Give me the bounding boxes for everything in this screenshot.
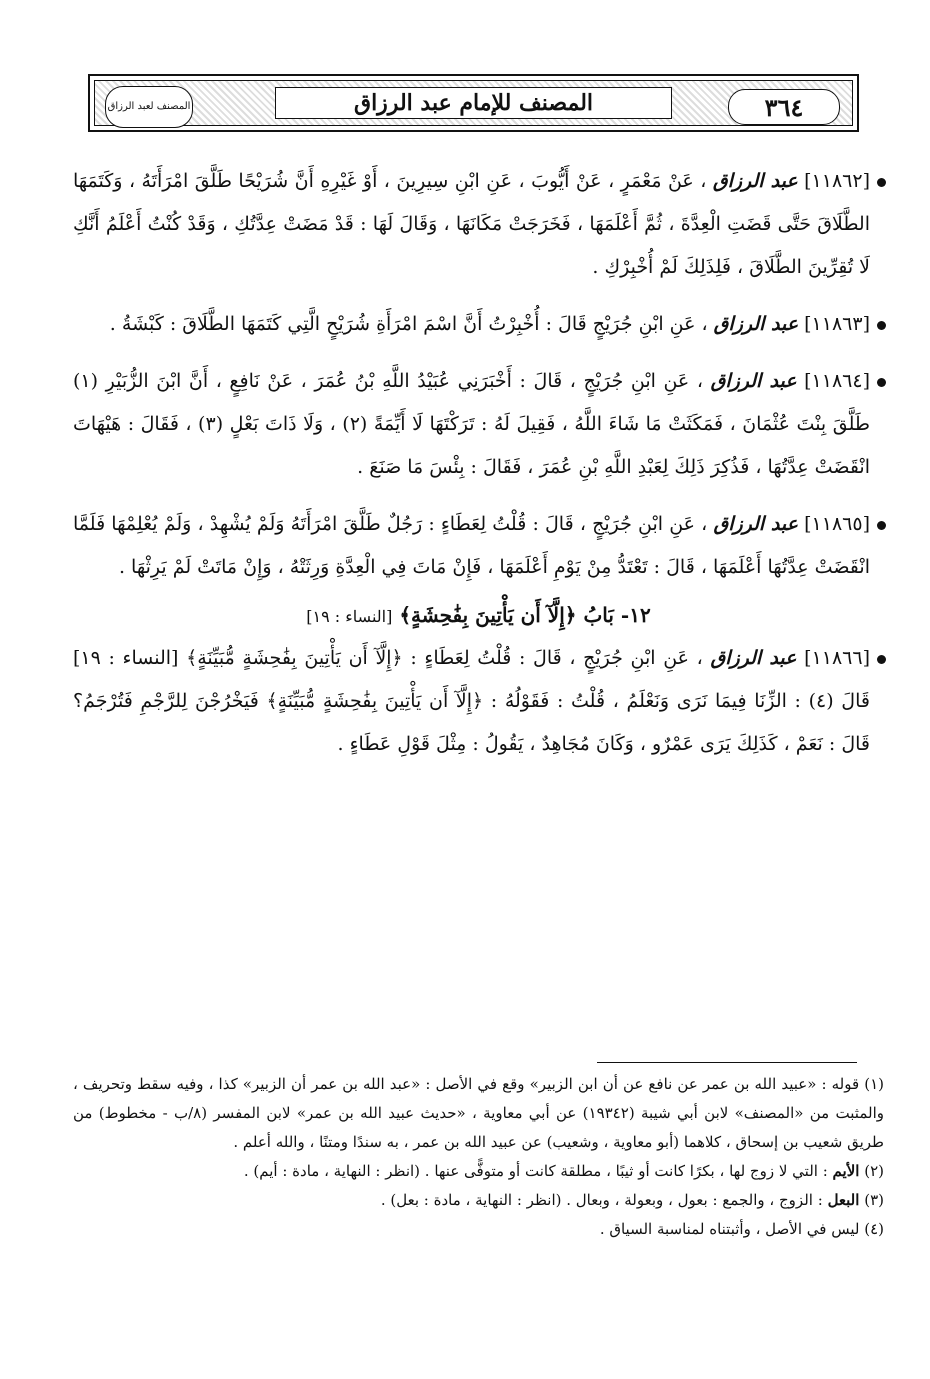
hadith-author: عبد الرزاق — [713, 313, 799, 335]
chapter-title: ١٢- بَابُ ﴿إِلَّآ أَن يَأْتِينَ بِفَٰحِشَةٍ﴾ — [399, 603, 651, 627]
hadith-number: [١١٨٦٥] — [804, 513, 870, 535]
chapter-heading — [73, 603, 884, 627]
page-number: ٣٦٤ — [728, 89, 840, 125]
footnote-text: قوله : «عبيد الله بن عمر عن نافع عن أن ابن الزبير» وقع في الأصل : «عبد الله بن عمر أن الزبير» كذا ، وفيه سقط وتحريف ، والمثبت من «المصنف» لابن أبي شيبة (١٩٣٤٢) عن أبي معاوية ، «حديث عبيد الله بن عمر» لابن المفسر (٨/ب - مخطوط) من طريق شعيب بن إسحاق ، كلاهما (أبو معاوية ، وشعيب) عن عبيد الله بن عمر ، به سندًا ومتنًا ، والله أعلم . — [73, 1075, 884, 1151]
bullet-icon — [877, 378, 886, 387]
footnote-mark: (٢) — [864, 1162, 884, 1180]
hadith-number: [١١٨٦٤] — [804, 370, 870, 392]
footnote — [73, 1215, 884, 1244]
hadith-author: عبد الرزاق — [713, 513, 798, 535]
hadith-entry — [73, 637, 884, 766]
hadith-entry — [73, 503, 884, 589]
bullet-icon — [877, 178, 886, 187]
footnote — [73, 1157, 884, 1186]
footnote-mark: (١) — [864, 1075, 884, 1093]
hadith-text: ، عَنِ ابْنِ جُرَيْجٍ قَالَ : أُخْبِرْتُ أَنَّ اسْمَ امْرَأَةِ شُرَيْحٍ الَّتِي كَتَمَهَا الطَّلَاقَ : كَبْشَةُ . — [109, 313, 708, 335]
footnotes — [73, 1070, 884, 1244]
bullet-icon — [877, 521, 886, 530]
hadith-author: عبد الرزاق — [710, 370, 797, 392]
bullet-icon — [877, 655, 886, 664]
hadith-number: [١١٨٦٢] — [804, 170, 870, 192]
footnote-text: ليس في الأصل ، وأثبتناه لمناسبة السياق . — [599, 1220, 860, 1238]
footnote-separator — [597, 1062, 857, 1063]
header-ornament — [94, 80, 853, 126]
hadith-entry — [73, 360, 884, 489]
footnote — [73, 1070, 884, 1157]
footnote-term: البعل — [827, 1191, 860, 1209]
hadith-number: [١١٨٦٦] — [804, 647, 871, 669]
hadith-number: [١١٨٦٣] — [804, 313, 870, 335]
page-header — [88, 74, 859, 132]
hadith-author: عبد الرزاق — [710, 647, 797, 669]
book-logo: المصنف لعبد الرزاق — [105, 86, 193, 128]
footnote-mark: (٤) — [864, 1220, 884, 1238]
footnote-term: الأيم — [832, 1162, 860, 1180]
hadith-text: ، عَنْ مَعْمَرٍ ، عَنْ أَيُّوبَ ، عَنِ ابْنِ سِيرِينَ ، أَوْ غَيْرِهِ أَنَّ شُرَيْحًا طَلَّقَ امْرَأَتَهُ ، وَكَتَمَهَا الطَّلَاقَ حَتَّى قَضَتِ الْعِدَّةَ ، ثُمَّ أَعْلَمَهَا ، فَخَرَجَتْ مَكَانَهَا ، وَقَالَ لَهَا : قَدْ مَضَتْ عِدَّتُكِ ، وَقَدْ كُنْتُ أَعْلَمُ أَنَّكِ لَا تُقِرِّينَ الطَّلَاقَ ، فَلِذَلِكَ لَمْ أُخْبِرْكِ . — [73, 170, 870, 278]
hadith-text: ، عَنِ ابْنِ جُرَيْجٍ ، قَالَ : أَخْبَرَنِي عُبَيْدُ اللَّهِ بْنُ عُمَرَ ، عَنْ نَافِعٍ ، أَنَّ ابْنَ الزُّبَيْرِ (١) طَلَّقَ بِنْتَ عُثْمَانَ ، فَمَكَثَتْ مَا شَاءَ اللَّهُ ، فَقِيلَ لَهُ : تَرَكْتَهَا لَا أَيِّمَةً (٢) ، وَلَا ذَاتَ بَعْلٍ (٣) ، فَقَالَ : هَيْهَاتَ انْقَضَتْ عِدَّتُهَا ، فَذُكِرَ ذَلِكَ لِعَبْدِ اللَّهِ بْنِ عُمَرَ ، فَقَالَ : بِئْسَ مَا صَنَعَ . — [73, 370, 870, 478]
running-title: المصنف للإمام عبد الرزاق — [275, 87, 672, 119]
hadith-text: ، عَنِ ابْنِ جُرَيْجٍ ، قَالَ : قُلْتُ لِعَطَاءٍ : ﴿إِلَّآ أَن يَأْتِينَ بِفَٰحِشَةٍ مُّبَيِّنَةٍ﴾ [النساء : ١٩] قَالَ (٤) : الزِّنَا فِيمَا نَرَى وَنَعْلَمُ ، قُلْتُ : فَقَوْلُهُ : ﴿إِلَّآ أَن يَأْتِينَ بِفَٰحِشَةٍ مُّبَيِّنَةٍ﴾ فَيَخْرُجْنَ لِلرَّجْمِ فَتُرْجَمُ؟ قَالَ : نَعَمْ ، كَذَلِكَ يَرَى عَمْرٌو ، وَكَانَ مُجَاهِدٌ ، يَقُولُ : مِثْلَ قَوْلِ عَطَاءٍ . — [73, 647, 870, 755]
hadith-text: ، عَنِ ابْنِ جُرَيْجٍ ، قَالَ : قُلْتُ لِعَطَاءٍ : رَجُلٌ طَلَّقَ امْرَأَتَهُ وَلَمْ يُشْهِدْ ، وَلَمْ يُعْلِمْهَا فَلَمَّا انْقَضَتْ عِدَّتُهَا أَعْلَمَهَا ، قَالَ : تَعْتَدُّ مِنْ يَوْمِ أَعْلَمَهَا ، فَإِنْ مَاتَ فِي الْعِدَّةِ وَرِثَتْهُ ، وَإِنْ مَاتَتْ لَمْ يَرِثْهَا . — [73, 513, 870, 578]
hadith-entry — [73, 303, 884, 346]
footnote — [73, 1186, 884, 1215]
bullet-icon — [877, 321, 886, 330]
chapter-reference: [النساء : ١٩] — [306, 607, 393, 626]
footnote-text: : التي لا زوج لها ، بكرًا كانت أو ثيبًا ، مطلقة كانت أو متوفًّى عنها . (انظر : النهاية ، مادة : أيم) . — [243, 1162, 828, 1180]
hadith-entry — [73, 160, 884, 289]
main-text — [73, 160, 884, 780]
footnote-text: : الزوج ، والجمع : بعول ، وبعولة ، وبعال . (انظر : النهاية ، مادة : بعل) . — [380, 1191, 823, 1209]
footnote-mark: (٣) — [864, 1191, 884, 1209]
hadith-author: عبد الرزاق — [712, 170, 798, 192]
